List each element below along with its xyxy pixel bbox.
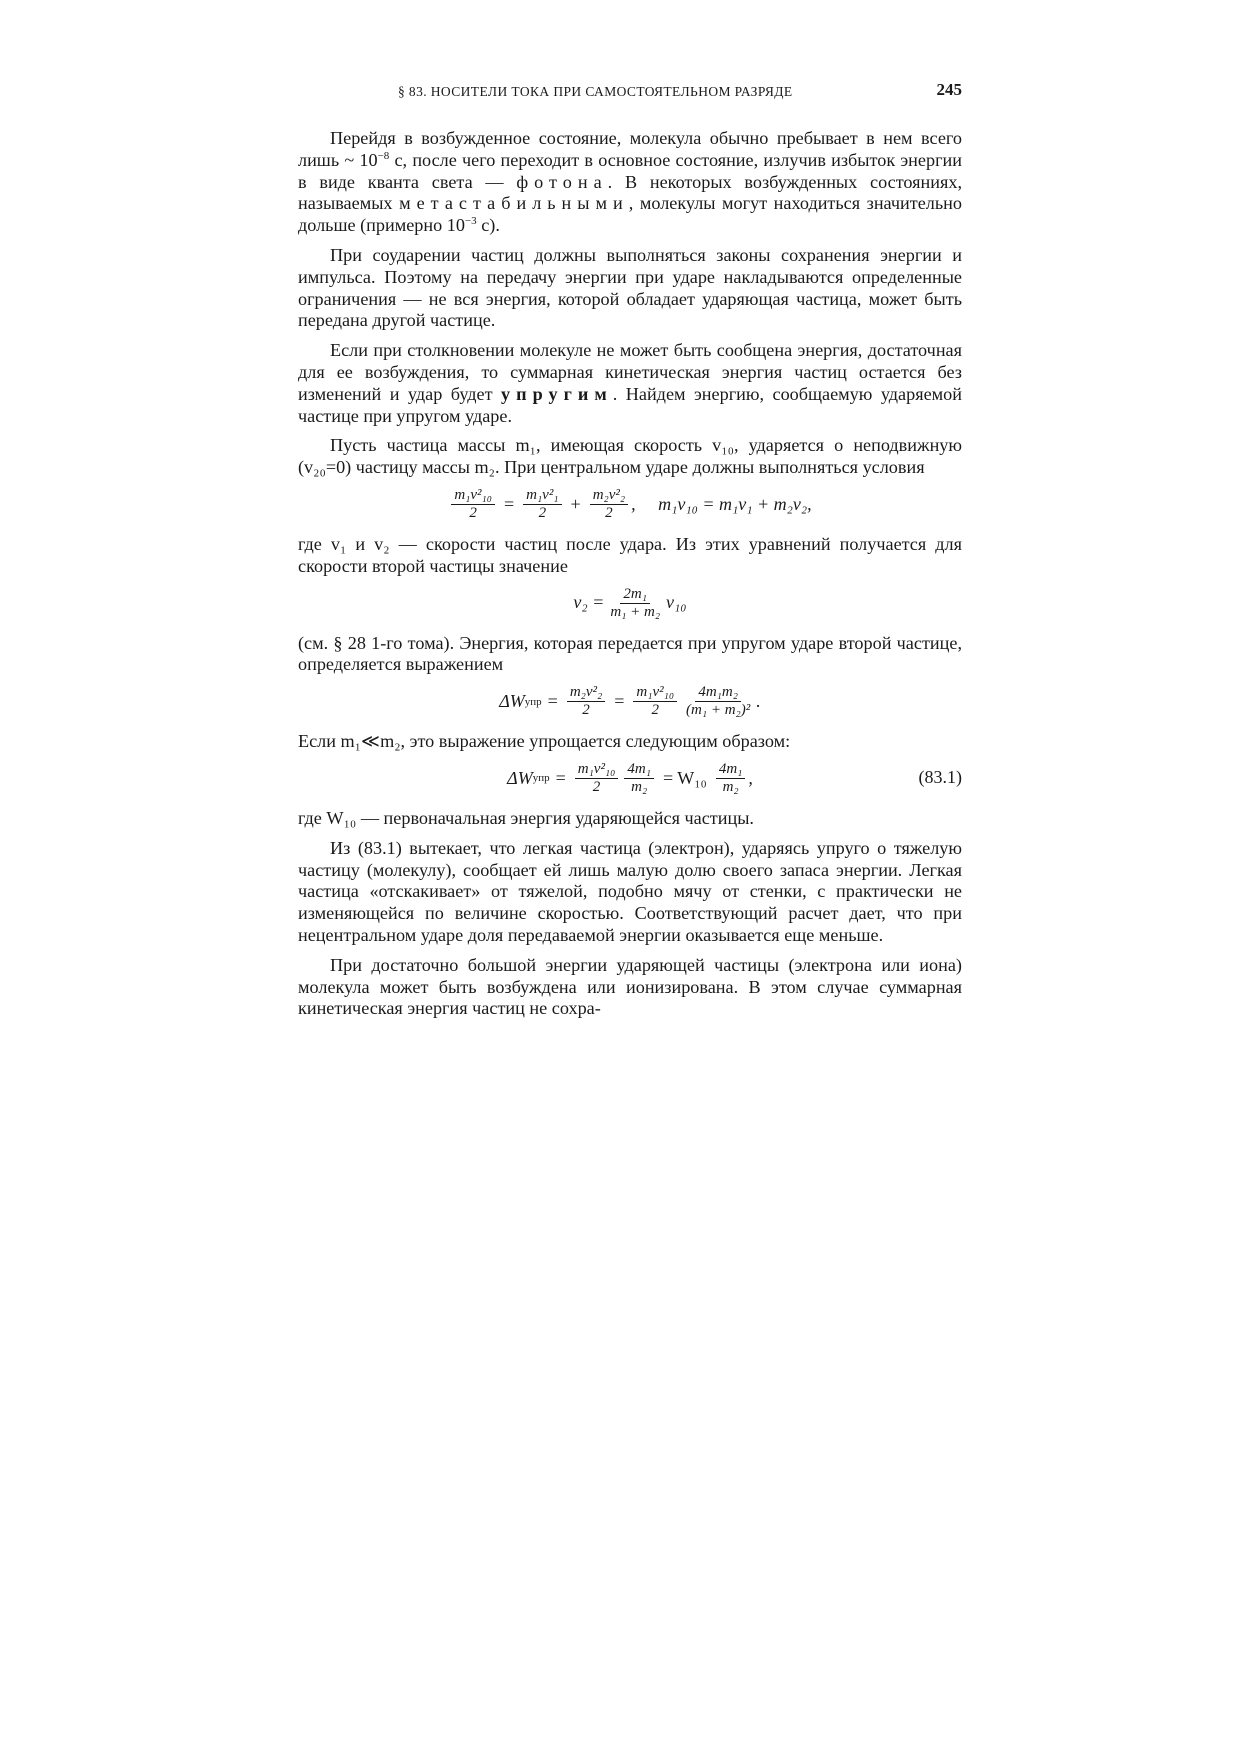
equation-conservation: $\frac{\text{m₁v²₁₀}}{2}$ = $\frac{\text{m₁v²₁}}{2}$ + $\frac{\text{m₂v²₂}}{2}$ , m₁v₁₀ = m₁v₁ + m₂v₂,: [298, 487, 962, 522]
paragraph: где v₁ и v₂ — скорости частиц после удара. Из этих уравнений получается для скорости второй частицы значение: [298, 533, 962, 576]
equation-velocity: v₂ = $\frac{\text{2m₁}}{\text{m₁ + m₂}}$ v₁₀: [573, 585, 687, 620]
equation-number: (83.1): [918, 767, 962, 788]
running-head: § 83. НОСИТЕЛИ ТОКА ПРИ САМОСТОЯТЕЛЬНОМ РАЗРЯДЕ: [398, 84, 793, 99]
page-header: [398, 80, 962, 104]
paragraph: Если m₁≪m₂, это выражение упрощается следующим образом:: [298, 731, 791, 752]
book-page: [298, 0, 962, 1752]
paragraph: Перейдя в возбужденное состояние, молекула обычно пребывает в нем всего лишь ~ $10^{-8}$ с, после чего переходит в основное состояние, излучив избыток энергии в виде кванта света — фотона. В некоторых возбужденных состояниях, называемых метастабильными, молекулы могут находиться значительно дольше (примерно $10^{-3}$ с).: [298, 128, 962, 236]
paragraph: При соударении частиц должны выполняться законы сохранения энергии и импульса. Поэтому на передачу энергии при ударе накладываются определенные ограничения — не вся энергия, которой обладает ударяющая частица, может быть передана другой частице.: [298, 244, 962, 331]
term-photon: фотона: [516, 171, 608, 192]
paragraph: где W₁₀ — первоначальная энергия ударяющейся частицы.: [298, 807, 754, 828]
paragraph: Из (83.1) вытекает, что легкая частица (электрон), ударяясь упруго о тяжелую частицу (молекулу), сообщает ей лишь малую долю своего запаса энергии. Легкая частица «отскакивает» от тяжелой, подобно мячу от стенки, с практически не изменяющейся по величине скоростью. Соответствующий расчет дает, что при нецентральном ударе доля передаваемой энергии оказывается еще меньше.: [298, 837, 962, 945]
equation-energy-transfer: ΔW упр = $\frac{\text{m₂v²₂}}{2}$ = $\frac{\text{m₁v²₁₀}}{2}$ $\frac{\text{4m₁m₂}}{\text{(m₁ + m₂)²}}$ .: [499, 684, 761, 719]
body-text: [298, 128, 962, 1028]
page-number: 245: [936, 80, 962, 99]
paragraph: Пусть частица массы m₁, имеющая скорость v₁₀, ударяется о неподвижную (v₂₀=0) частицу массы m₂. При центральном ударе должны выполняться условия: [298, 435, 962, 478]
paragraph: Если при столкновении молекуле не может быть сообщена энергия, достаточная для ее возбуждения, то суммарная кинетическая энергия частиц остается без изменений и удар будет упругим. Найдем энергию, сообщаемую ударяемой частице при упругом ударе.: [298, 340, 962, 426]
paragraph: (см. § 28 1-го тома). Энергия, которая передается при упругом ударе второй частице, определяется выражением: [298, 632, 962, 675]
equation-83-1: ΔW упр = $\frac{\text{m₁v²₁₀}}{2}$ $\frac{\text{4m₁}}{\text{m₂}}$ = W₁₀ $\frac{\text{4m₁}}{\text{m₂}}$ , (83.1): [507, 760, 962, 795]
paragraph: При достаточно большой энергии ударяющей частицы (электрона или иона) молекула может быть возбуждена или ионизирована. В этом случае суммарная кинетическая энергия частиц не сохра-: [298, 954, 962, 1019]
term-metastable: метастабильными: [399, 193, 629, 214]
term-elastic: упругим: [501, 383, 613, 404]
